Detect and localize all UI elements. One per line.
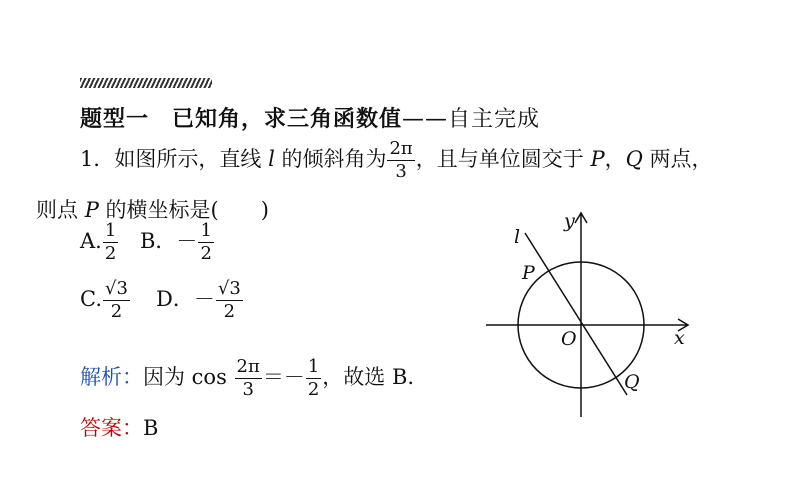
option-label: B．－ bbox=[140, 229, 198, 253]
point-q-symbol: Q bbox=[625, 147, 643, 171]
fraction-numerator: 2π bbox=[236, 356, 260, 377]
result-fraction bbox=[306, 358, 321, 399]
question-text: 的横坐标是( ) bbox=[105, 198, 269, 222]
comma: ， bbox=[604, 147, 626, 171]
option-d bbox=[156, 280, 244, 321]
question-line-2 bbox=[36, 194, 269, 224]
question-text: 两点， bbox=[649, 147, 713, 171]
heading-dash: —— bbox=[402, 107, 449, 132]
analysis-label: 解析： bbox=[80, 365, 143, 389]
option-label: A. bbox=[80, 229, 102, 253]
unit-circle-diagram bbox=[482, 205, 697, 420]
fraction-denominator: 2 bbox=[110, 301, 123, 322]
point-p-symbol: P bbox=[590, 147, 605, 171]
label-p: P bbox=[522, 262, 535, 284]
option-c bbox=[80, 280, 131, 321]
analysis-text: 因为 cos bbox=[143, 365, 227, 389]
decorative-hatch-bar bbox=[80, 78, 212, 88]
fraction-denominator: 2 bbox=[223, 301, 236, 322]
label-o: O bbox=[561, 328, 577, 350]
section-heading bbox=[80, 102, 540, 133]
label-x: x bbox=[674, 327, 685, 349]
option-fraction bbox=[103, 222, 118, 263]
question-line-1 bbox=[80, 140, 713, 181]
label-l: l bbox=[514, 226, 521, 248]
option-label: C. bbox=[80, 287, 102, 311]
answer-value: B bbox=[143, 416, 159, 440]
fraction-denominator: 2 bbox=[104, 243, 117, 264]
question-text: 则点 bbox=[36, 198, 78, 222]
fraction-numerator: √3 bbox=[105, 278, 128, 299]
label-y: y bbox=[564, 210, 575, 232]
fraction-numerator: 1 bbox=[307, 356, 320, 377]
question-text: 的倾斜角为 bbox=[281, 147, 387, 171]
fraction-denominator: 3 bbox=[242, 379, 254, 400]
heading-subtitle: 自主完成 bbox=[448, 107, 541, 132]
analysis-line bbox=[80, 358, 414, 399]
analysis-equals: ＝－ bbox=[262, 365, 305, 389]
label-q: Q bbox=[624, 371, 640, 393]
fraction-numerator: 1 bbox=[104, 220, 117, 241]
option-label: D．－ bbox=[156, 287, 215, 311]
answer-line bbox=[80, 412, 158, 442]
fraction-numerator: 2π bbox=[389, 138, 413, 159]
option-fraction bbox=[198, 222, 213, 263]
point-p-symbol: P bbox=[84, 198, 99, 222]
fraction-denominator: 2 bbox=[200, 243, 212, 264]
analysis-text: ，故选 B. bbox=[322, 365, 415, 389]
angle-fraction bbox=[387, 140, 414, 181]
fraction-numerator: 1 bbox=[200, 220, 212, 241]
option-b bbox=[140, 222, 215, 263]
option-a bbox=[80, 222, 119, 263]
option-fraction bbox=[216, 280, 243, 321]
heading-title: 题型一 已知角，求三角函数值 bbox=[80, 107, 403, 132]
question-text: ，且与单位圆交于 bbox=[415, 147, 584, 171]
cos-fraction bbox=[235, 358, 262, 399]
question-text: 1．如图所示，直线 bbox=[80, 147, 262, 171]
fraction-denominator: 3 bbox=[395, 161, 407, 182]
fraction-numerator: √3 bbox=[217, 278, 241, 299]
fraction-denominator: 2 bbox=[307, 379, 320, 400]
line-symbol: l bbox=[268, 147, 275, 171]
option-fraction bbox=[103, 280, 130, 321]
line-l bbox=[525, 233, 627, 395]
answer-label: 答案： bbox=[80, 416, 143, 440]
